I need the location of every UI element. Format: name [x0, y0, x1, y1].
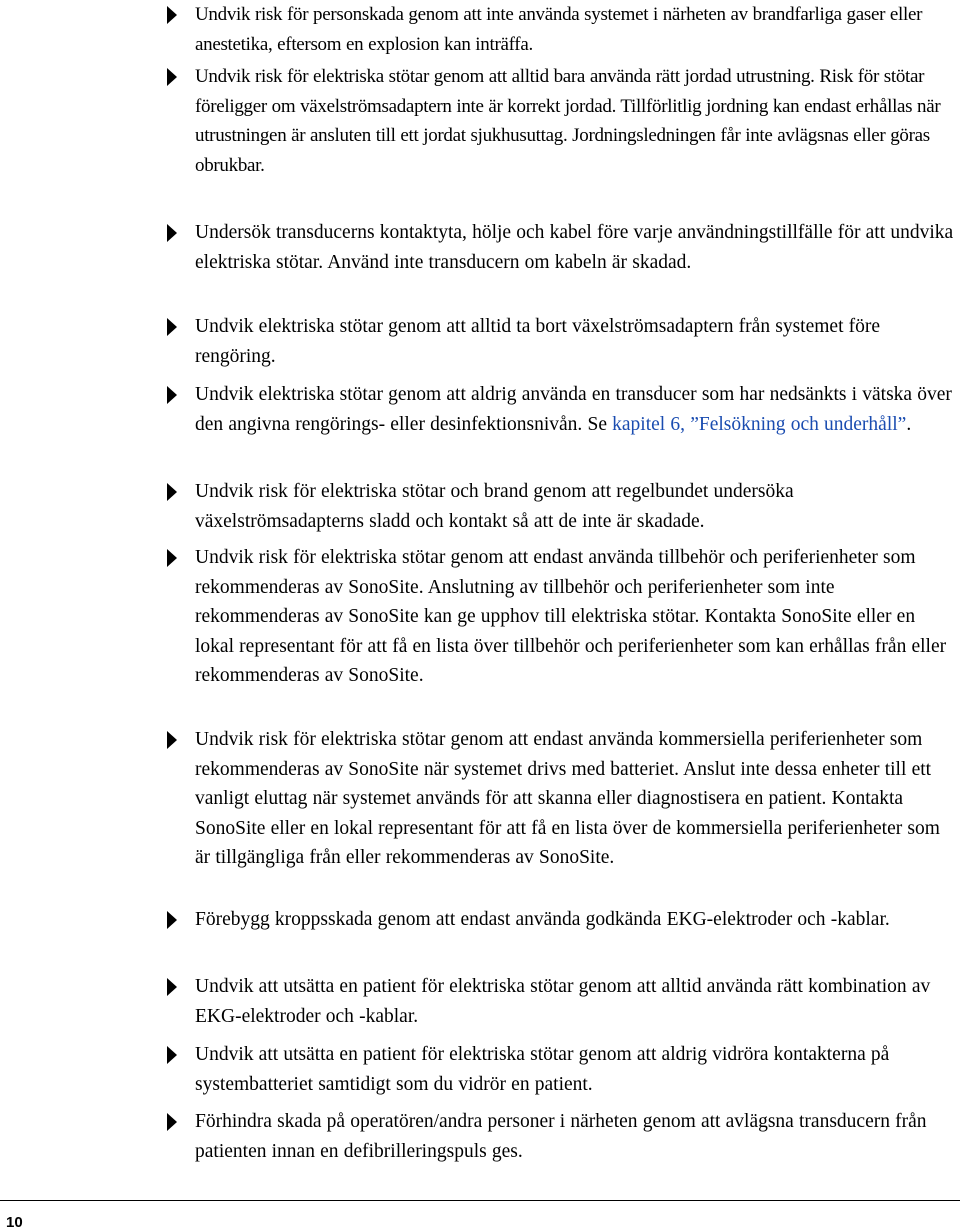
- warning-text: Förebygg kroppsskada genom att endast använda godkända EKG-elektroder och -kablar.: [195, 909, 890, 930]
- list-item: [150, 1040, 950, 1099]
- list-item: [150, 1107, 950, 1166]
- list-item: [150, 312, 950, 371]
- list-item: [150, 0, 950, 59]
- bullet-arrow-icon: [167, 731, 177, 749]
- warning-text: Undersök transducerns kontaktyta, hölje och kabel före varje användningstillfälle för att undvika elektriska stötar. Använd inte transducern om kabeln är skadad.: [195, 222, 954, 273]
- warning-text: [195, 380, 955, 439]
- page-number: 10: [6, 1214, 23, 1231]
- list-item: [150, 218, 954, 277]
- list-item: [150, 905, 950, 935]
- warning-text-part: .: [906, 413, 912, 435]
- warning-text: Undvik elektriska stötar genom att alltid ta bort växelströmsadaptern från systemet före rengöring.: [195, 316, 881, 367]
- warning-text: Undvik att utsätta en patient för elektriska stötar genom att aldrig vidröra kontakterna på systembatteriet samtidigt som du vidrör en patient.: [195, 1044, 890, 1095]
- footer-divider: [0, 1200, 960, 1201]
- bullet-arrow-icon: [167, 549, 177, 567]
- warning-text: Undvik risk för elektriska stötar genom att endast använda kommersiella periferienheter som rekommenderas av SonoSite när systemet drivs med batteriet. Anslut inte dessa enheter till ett vanligt eluttag när systemet används för att skanna eller diagnostisera en patient. Kontakta SonoSite eller en lokal representant för att få en lista över de kommersiella periferienheter som är tillgängliga från eller rekommenderas av SonoSite.: [195, 729, 940, 869]
- warning-text: Undvik risk för personskada genom att inte använda systemet i närheten av brandfarliga gaser eller anestetika, eftersom en explosion kan inträffa.: [195, 4, 923, 55]
- bullet-arrow-icon: [167, 386, 177, 404]
- warning-text: Undvik risk för elektriska stötar och brand genom att regelbundet undersöka växelströmsadapterns sladd och kontakt så att de inte är skadade.: [195, 481, 794, 532]
- warning-text: Undvik risk för elektriska stötar genom att alltid bara använda rätt jordad utrustning. Risk för stötar föreligger om växelströmsadaptern inte är korrekt jordad. Tillförlitlig jordning kan endast erhållas när utrustningen är ansluten till ett jordat sjukhusuttag. Jordningsledningen får inte avlägsnas eller göras obrukbar.: [195, 66, 941, 176]
- bullet-arrow-icon: [167, 6, 177, 24]
- bullet-arrow-icon: [167, 318, 177, 336]
- list-item: [150, 972, 950, 1031]
- bullet-arrow-icon: [167, 911, 177, 929]
- bullet-arrow-icon: [167, 483, 177, 501]
- warning-text: Undvik att utsätta en patient för elektriska stötar genom att alltid använda rätt kombination av EKG-elektroder och -kablar.: [195, 976, 931, 1027]
- bullet-arrow-icon: [167, 1113, 177, 1131]
- bullet-arrow-icon: [167, 224, 177, 242]
- warning-text: Undvik risk för elektriska stötar genom att endast använda tillbehör och periferienheter som rekommenderas av SonoSite. Anslutning av tillbehör och periferienheter som inte rekommenderas av SonoSite kan ge upphov till elektriska stötar. Kontakta SonoSite eller en lokal representant för att få en lista över tillbehör och periferienheter som kan erhållas från eller rekommenderas av SonoSite.: [195, 547, 947, 687]
- bullet-arrow-icon: [167, 978, 177, 996]
- warning-text-part: Undvik elektriska stötar genom att aldrig använda en transducer som har nedsänkts i vätska över den angivna rengörings- eller desinfektionsnivån. Se: [195, 384, 952, 435]
- list-item: [150, 62, 950, 180]
- list-item: [150, 477, 950, 536]
- bullet-arrow-icon: [167, 68, 177, 86]
- bullet-arrow-icon: [167, 1046, 177, 1064]
- list-item: [150, 725, 950, 873]
- chapter-6-link[interactable]: kapitel 6, ”Felsökning och underhåll”: [612, 413, 907, 435]
- warning-text: Förhindra skada på operatören/andra personer i närheten genom att avlägsna transducern från patienten innan en defibrilleringspuls ges.: [195, 1111, 927, 1162]
- list-item: [150, 380, 950, 439]
- list-item: [150, 543, 950, 691]
